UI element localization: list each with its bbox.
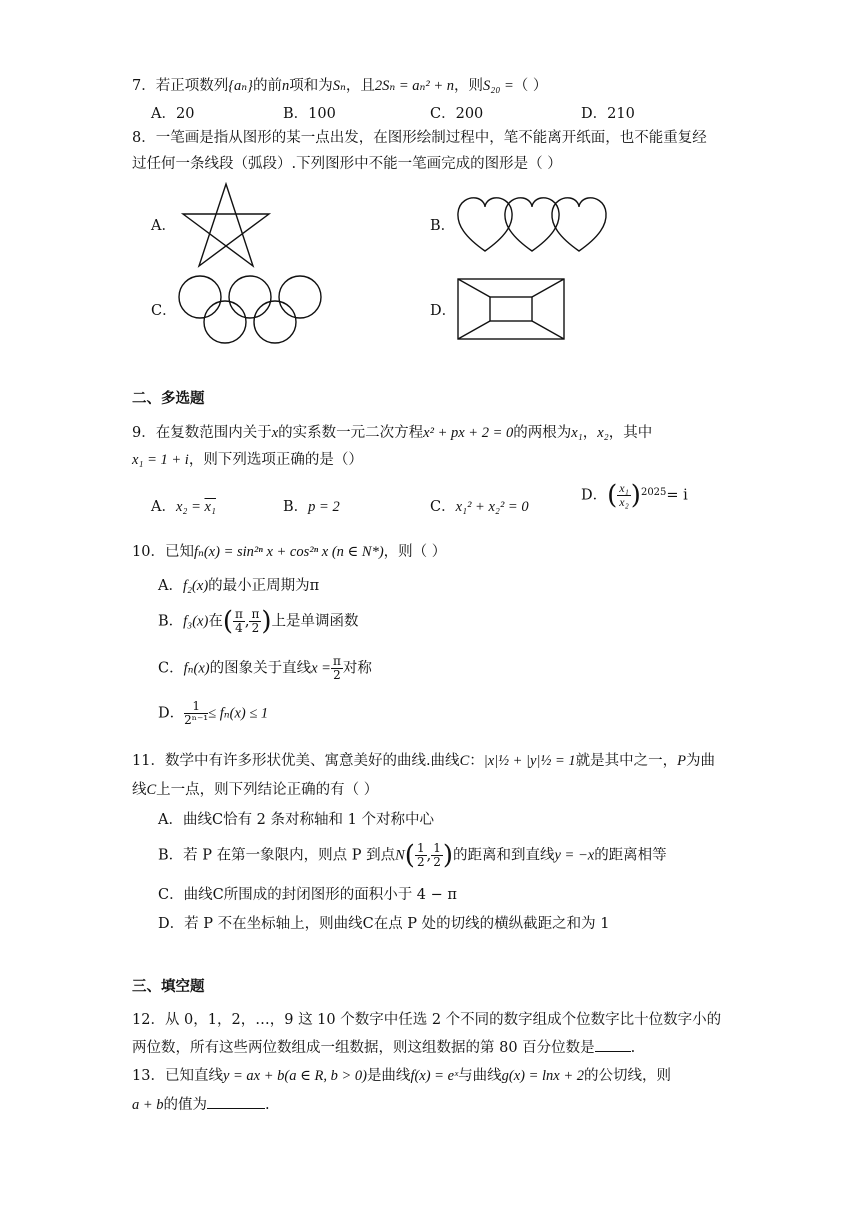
option-label: D． — [581, 106, 608, 122]
q11-text-b: ： — [469, 753, 484, 769]
q12-text-b: 两位数，所有这些两位数组成一组数据，则这组数据的第 80 百分位数是 — [132, 1040, 595, 1056]
denominator: 4 — [235, 621, 243, 635]
line-equation: y = −x — [554, 847, 595, 864]
question-number: 7． — [132, 78, 156, 94]
q7-n: n — [281, 78, 290, 94]
fraction — [249, 608, 261, 635]
q9-equation: x² + px + 2 = 0 — [423, 425, 514, 441]
option-label: B． — [158, 613, 184, 630]
question-number: 12． — [132, 1012, 165, 1028]
q8-text-1: 一笔画是指从图形的某一点出发，在图形绘制过程中，笔不能离开纸面，也不能重复经 — [155, 130, 707, 146]
option-value: x₁² + x₂² = 0 — [455, 499, 529, 515]
heart-right — [552, 198, 606, 251]
numerator: x₁ — [619, 481, 629, 495]
question-number: 13． — [132, 1068, 165, 1084]
option-label: B． — [283, 106, 309, 122]
q13-line-equation: y = ax + b(a ∈ R, b > 0) — [222, 1068, 367, 1084]
q11-text-c: 就是其中之一， — [575, 753, 678, 769]
q7-text-d: ，且 — [345, 78, 375, 94]
denominator: 2 — [416, 855, 425, 869]
option-label: A． — [151, 499, 176, 515]
option-value: 210 — [607, 106, 635, 122]
q9-x2: x₂ — [597, 425, 609, 441]
q9-text-c: 的两根为 — [513, 425, 572, 441]
fraction — [233, 608, 245, 635]
option-label: A． — [158, 578, 183, 594]
q13-text-a: 已知直线 — [164, 1068, 223, 1084]
option-text: 的图象关于直线 — [209, 660, 312, 677]
fraction — [184, 700, 208, 727]
ring-1 — [179, 276, 221, 318]
q7-option-b — [283, 104, 336, 124]
option-pi: π — [309, 578, 320, 594]
numerator: π — [251, 607, 260, 621]
conjugate-x1: x₁ — [204, 499, 216, 515]
q8-option-b-label: B． — [430, 218, 456, 234]
q9-root: x₁ = 1 + i — [132, 452, 189, 468]
star-outline — [183, 184, 269, 266]
option-text: B．若 P 在第一象限内，则点 P 到点 — [158, 847, 396, 864]
option-function: f₃(x) — [183, 613, 209, 630]
q11-text-e: 线 — [132, 782, 147, 798]
section-heading-fill-in: 三、填空题 — [132, 979, 205, 995]
answer-blank[interactable] — [595, 1037, 631, 1052]
heart-middle — [505, 198, 559, 251]
q7-sequence: {aₙ} — [228, 78, 253, 94]
option-value: 100 — [308, 106, 336, 122]
q7-text-a: 若正项数列 — [155, 78, 229, 94]
q11-text-f: 上一点，则下列结论正确的有（ ） — [156, 782, 379, 798]
option-value: = i — [666, 487, 688, 504]
q13-line1 — [132, 1066, 671, 1086]
option-text: 的距离和到直线 — [452, 847, 555, 864]
star-figure — [180, 182, 272, 268]
option-function: f₂(x) — [182, 578, 209, 594]
q11-option-c: C．曲线C所围成的封闭图形的面积小于 4 − π — [158, 887, 457, 903]
option-label: A． — [151, 106, 176, 122]
option-value: ≤ fₙ(x) ≤ 1 — [208, 705, 269, 722]
option-label: B． — [283, 499, 309, 515]
q7-s20: S₂₀ = — [483, 78, 514, 94]
option-label: D． — [581, 487, 608, 504]
question-number: 8． — [132, 130, 156, 146]
q13-f: f(x) = eˣ — [410, 1068, 459, 1084]
option-text: 的距离相等 — [594, 847, 667, 864]
option-text: 在 — [208, 613, 223, 630]
q9-option-a — [151, 497, 216, 517]
ring-5 — [254, 301, 296, 343]
numerator: 1 — [433, 841, 441, 855]
option-text: 对称 — [342, 660, 372, 677]
q13-text-c: 与曲线 — [458, 1068, 502, 1084]
q11-c: C — [146, 782, 157, 798]
q7-text-c: 项和为 — [289, 78, 333, 94]
ring-2 — [229, 276, 271, 318]
option-value: 200 — [455, 106, 484, 122]
numerator: 1 — [184, 700, 208, 714]
fraction — [431, 842, 443, 869]
denominator: 2 — [333, 668, 341, 682]
q12-line2 — [132, 1037, 635, 1058]
q12-line1 — [132, 1010, 721, 1030]
q12-text-a: 从 0，1，2，…，9 这 10 个数字中任选 2 个不同的数字组成个位数字比十位数字小的 — [164, 1012, 722, 1028]
q9-option-d: D．( $\frac{\text{x₁}}{\text{x₂}}$ )$^{2025}$= i — [581, 480, 688, 511]
q7-option-c — [430, 104, 483, 124]
q9-text-a: 在复数范围内关于 — [155, 425, 272, 441]
option-label: C． — [430, 106, 456, 122]
q11-p: P — [677, 753, 686, 769]
q10-option-a — [158, 576, 319, 596]
three-hearts-figure — [455, 195, 609, 255]
q9-text-b: 的实系数一元二次方程 — [278, 425, 424, 441]
q9-x: x — [271, 425, 279, 441]
q8-option-d-label: D． — [430, 303, 457, 319]
q8-option-c-label: C． — [151, 303, 177, 319]
q12-end: . — [630, 1040, 636, 1056]
q9-option-c — [430, 497, 529, 517]
q11-line1 — [132, 751, 715, 771]
ring-3 — [279, 276, 321, 318]
q13-g: g(x) = lnx + 2 — [501, 1068, 585, 1084]
ring-4 — [204, 301, 246, 343]
q7-sn: Sₙ — [332, 78, 346, 94]
option-label: D． — [158, 705, 185, 722]
denominator: 2ⁿ⁻¹ — [184, 713, 209, 727]
numerator: 1 — [416, 841, 425, 855]
q13-line2 — [132, 1094, 270, 1115]
q10-option-c — [158, 655, 372, 682]
q11-option-b: B．若 P 在第一象限内，则点 P 到点N( $\frac{1}{2}$ , $\frac{1}{2}$ )的距离和到直线y = −x的距离相等 — [158, 840, 667, 871]
option-value: 20 — [175, 106, 195, 122]
q11-text-a: 数学中有许多形状优美、寓意美好的曲线.曲线 — [164, 753, 460, 769]
q7-stem — [132, 76, 547, 96]
option-label: C． — [430, 499, 456, 515]
q9-text-d: ，其中 — [608, 425, 653, 441]
option-label: C． — [158, 660, 184, 677]
q9-text-e: ，则下列选项正确的是（） — [188, 452, 363, 468]
option-text: 上是单调函数 — [271, 613, 359, 630]
q10-stem — [132, 542, 446, 562]
nested-rectangles-figure — [456, 277, 566, 341]
q11-text-d: 为曲 — [685, 753, 715, 769]
q10-option-b: B．f₃(x)在( $\frac{\pi}{4}$ , $\frac{\pi}{2}$ )上是单调函数 — [158, 606, 359, 637]
point-n: N — [395, 847, 405, 864]
q10-text-b: ，则（ ） — [383, 544, 447, 560]
q9-option-b — [283, 497, 340, 517]
numerator: π — [234, 607, 243, 621]
q8-line2: 过任何一条线段（弧段）.下列图形中不能一笔画完成的图形是（ ） — [132, 156, 562, 172]
inner-rectangle — [490, 297, 532, 321]
q7-paren: （ ） — [513, 78, 548, 94]
question-number: 9． — [132, 425, 156, 441]
option-function: fₙ(x) — [183, 660, 210, 677]
answer-blank[interactable] — [207, 1094, 265, 1109]
q10-text-a: 已知 — [164, 544, 194, 560]
fraction — [331, 655, 343, 682]
heart-left — [458, 198, 512, 251]
q11-curve: |x|½ + |y|½ = 1 — [483, 753, 576, 769]
olympic-rings-figure — [177, 274, 325, 346]
q9-line1 — [132, 423, 652, 443]
q13-text-b: 是曲线 — [366, 1068, 411, 1084]
q10-option-d — [158, 700, 268, 727]
fraction — [617, 482, 631, 509]
section-heading-multiple-choice: 二、多选题 — [132, 391, 205, 407]
q13-text-d: 的公切线，则 — [584, 1068, 672, 1084]
q11-option-d: D．若 P 不在坐标轴上，则曲线C在点 P 处的切线的横纵截距之和为 1 — [158, 916, 610, 932]
question-number: 11． — [132, 753, 165, 769]
numerator: π — [332, 654, 341, 668]
q9-line2 — [132, 450, 363, 470]
exponent: 2025 — [640, 487, 667, 498]
q9-comma: ， — [582, 425, 598, 441]
q11-line2 — [132, 780, 378, 800]
q7-text-e: ，则 — [454, 78, 484, 94]
option-value: p = 2 — [308, 499, 340, 515]
q7-text-b: 的前 — [252, 78, 282, 94]
q7-equation: 2Sₙ = aₙ² + n — [374, 78, 455, 94]
q8-line1 — [132, 128, 707, 148]
denominator: x₂ — [619, 495, 629, 509]
option-value: x₂ = — [175, 499, 205, 515]
q13-a-plus-b: a + b — [132, 1097, 164, 1113]
q9-x1: x₁ — [571, 425, 583, 441]
question-number: 10． — [132, 544, 165, 560]
q7-option-a — [151, 104, 194, 124]
option-x: x = — [311, 660, 331, 677]
q11-option-a: A．曲线C恰有 2 条对称轴和 1 个对称中心 — [158, 812, 434, 828]
q13-end: . — [265, 1097, 270, 1113]
q13-text-e: 的值为 — [163, 1097, 208, 1113]
q11-c: C — [459, 753, 470, 769]
q7-option-d — [581, 104, 635, 124]
option-text: 的最小正周期为 — [208, 578, 310, 594]
denominator: 2 — [433, 855, 441, 869]
denominator: 2 — [251, 621, 260, 635]
q8-option-a-label: A． — [151, 218, 176, 234]
fraction — [415, 842, 427, 869]
q10-definition: fₙ(x) = sin²ⁿ x + cos²ⁿ x (n ∈ N*) — [193, 544, 384, 560]
